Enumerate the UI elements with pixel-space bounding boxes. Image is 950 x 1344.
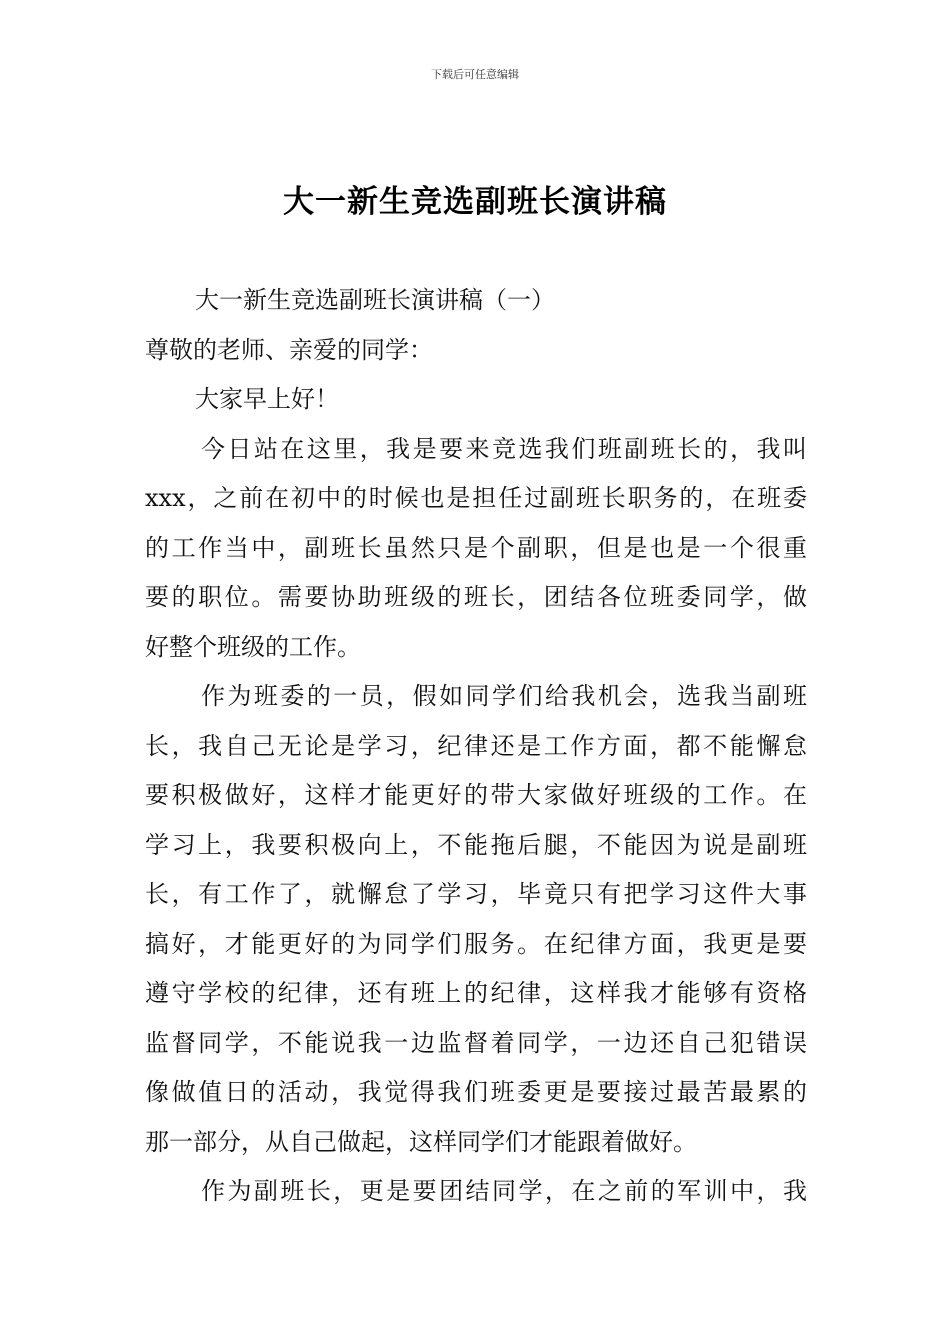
paragraph-line: 长，有工作了，就懈怠了学习，毕竟只有把学习这件大事: [145, 880, 807, 908]
paragraph-line: 的工作当中，副班长虽然只是个副职，但是也是一个很重: [145, 533, 807, 562]
paragraph: [145, 1167, 807, 1217]
paragraph-line: 要积极做好，这样才能更好的带大家做好班级的工作。在: [145, 781, 807, 809]
paragraph-line: 像做值日的活动，我觉得我们班委更是要接过最苦最累的: [145, 1078, 807, 1106]
section-heading: 大一新生竞选副班长演讲稿（一）: [195, 286, 555, 314]
paragraph-line: xxx，之前在初中的时候也是担任过副班长职务的，在班委: [145, 484, 807, 512]
document-body: [145, 276, 807, 1217]
paragraph-line: 作为副班长，更是要团结同学，在之前的军训中，我: [201, 1177, 807, 1205]
paragraph-line: 作为班委的一员，假如同学们给我机会，选我当副班: [201, 682, 807, 710]
greeting: 大家早上好！: [195, 385, 339, 413]
paragraph: [145, 672, 807, 1167]
paragraph-line: 今日站在这里，我是要来竞选我们班副班长的，我叫: [201, 434, 807, 463]
paragraph-line: 学习上，我要积极向上，不能拖后腿，不能因为说是副班: [145, 830, 807, 859]
paragraph-line: 要的职位。需要协助班级的班长，团结各位班委同学，做: [145, 583, 807, 611]
document-title: 大一新生竞选副班长演讲稿: [283, 184, 667, 220]
paragraph-line: 遵守学校的纪律，还有班上的纪律，这样我才能够有资格: [145, 979, 807, 1007]
paragraph-line: 搞好，才能更好的为同学们服务。在纪律方面，我更是要: [145, 929, 807, 958]
paragraph: [145, 425, 807, 673]
salutation: 尊敬的老师、亲爱的同学：: [145, 335, 433, 364]
header-note: 下载后可任意编辑: [431, 68, 519, 81]
paragraph-line: 那一部分，从自己做起，这样同学们才能跟着做好。: [145, 1127, 697, 1156]
paragraph-line: 监督同学，不能说我一边监督着同学，一边还自己犯错误: [145, 1028, 807, 1057]
paragraph-line: 好整个班级的工作。: [145, 632, 361, 661]
paragraph-line: 长，我自己无论是学习，纪律还是工作方面，都不能懈怠: [145, 731, 807, 760]
